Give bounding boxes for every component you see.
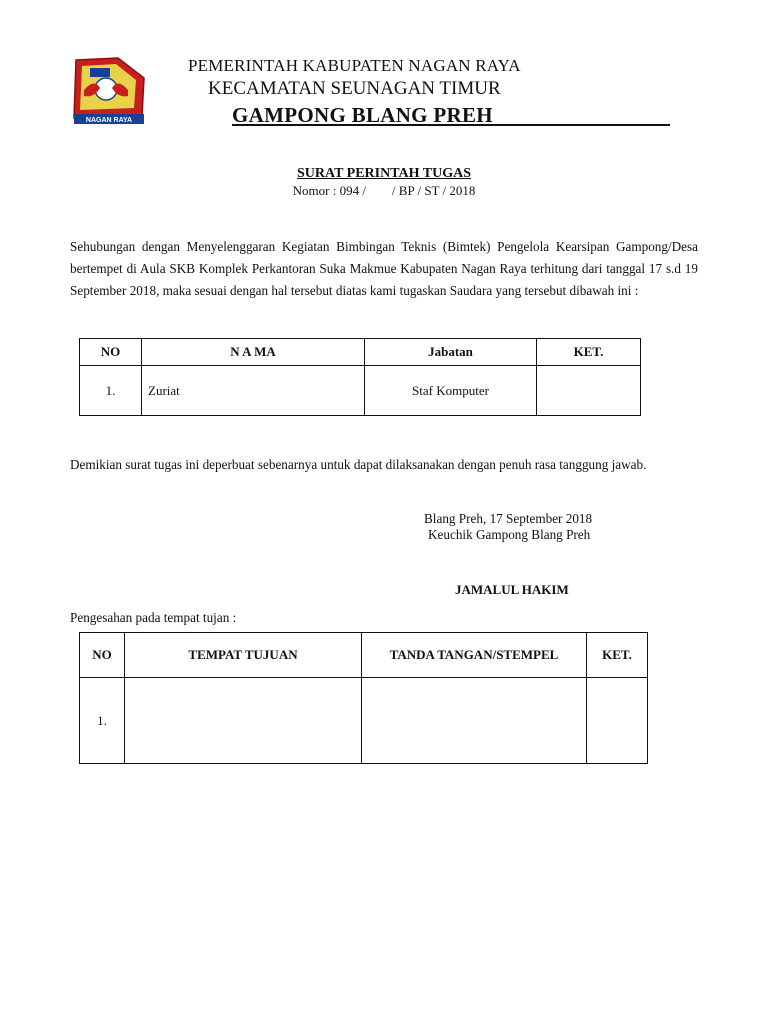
col-header-no: NO <box>80 339 142 366</box>
signature-name: JAMALUL HAKIM <box>455 582 569 597</box>
pengesahan-table <box>79 632 648 764</box>
col-header-no: NO <box>80 633 125 678</box>
opening-paragraph: Sehubungan dengan Menyelenggaran Kegiatan Bimbingan Teknis (Bimtek) Pengelola Kearsipan Gampong/Desa bertempet di Aula SKB Komplek Perkantoran Suka Makmue Kabupaten Nagan Raya terhitung dari tanggal 17 s.d 19 September 2018, maka sesuai dengan hal tersebut diatas kami tugaskan Saudara yang tersebut dibawah ini : <box>70 239 698 298</box>
col-header-jabatan: Jabatan <box>365 339 537 366</box>
signature-role: Keuchik Gampong Blang Preh <box>428 527 591 542</box>
assignment-table <box>79 338 641 416</box>
kop-district: KECAMATAN SEUNAGAN TIMUR <box>208 78 501 99</box>
signature-place-date: Blang Preh, 17 September 2018 <box>424 511 593 526</box>
nagan-raya-logo <box>70 56 148 126</box>
cell-jabatan: Staf Komputer <box>365 366 537 416</box>
closing-paragraph: Demikian surat tugas ini deperbuat sebenarnya untuk dapat dilaksanakan dengan penuh rasa tanggung jawab. <box>70 457 647 472</box>
table-row <box>80 366 641 416</box>
cell-no: 1. <box>80 366 142 416</box>
cell-ket <box>537 366 641 416</box>
cell-no: 1. <box>80 678 125 764</box>
letter-title <box>0 166 768 182</box>
kop-government: PEMERINTAH KABUPATEN NAGAN RAYA <box>188 56 521 75</box>
col-header-tempat-tujuan: TEMPAT TUJUAN <box>125 633 362 678</box>
pengesahan-label: Pengesahan pada tempat tujan : <box>70 610 237 625</box>
cell-ttd <box>362 678 587 764</box>
letter-title-text: SURAT PERINTAH TUGAS <box>296 166 471 181</box>
col-header-ket: KET. <box>537 339 641 366</box>
kop-village: GAMPONG BLANG PREH <box>232 103 493 127</box>
letter-number: Nomor : 094 / / BP / ST / 2018 <box>292 183 476 198</box>
pengesahan-header-row <box>80 633 648 678</box>
cell-ket <box>587 678 648 764</box>
table-row <box>80 678 648 764</box>
col-header-ket: KET. <box>587 633 648 678</box>
cell-tempat <box>125 678 362 764</box>
cell-nama: Zuriat <box>142 366 365 416</box>
logo-text: NAGAN RAYA <box>85 117 133 124</box>
col-header-tanda-tangan: TANDA TANGAN/STEMPEL <box>362 633 587 678</box>
col-header-nama: N A MA <box>142 339 365 366</box>
assignment-header-row <box>80 339 641 366</box>
kop-divider <box>232 124 670 126</box>
